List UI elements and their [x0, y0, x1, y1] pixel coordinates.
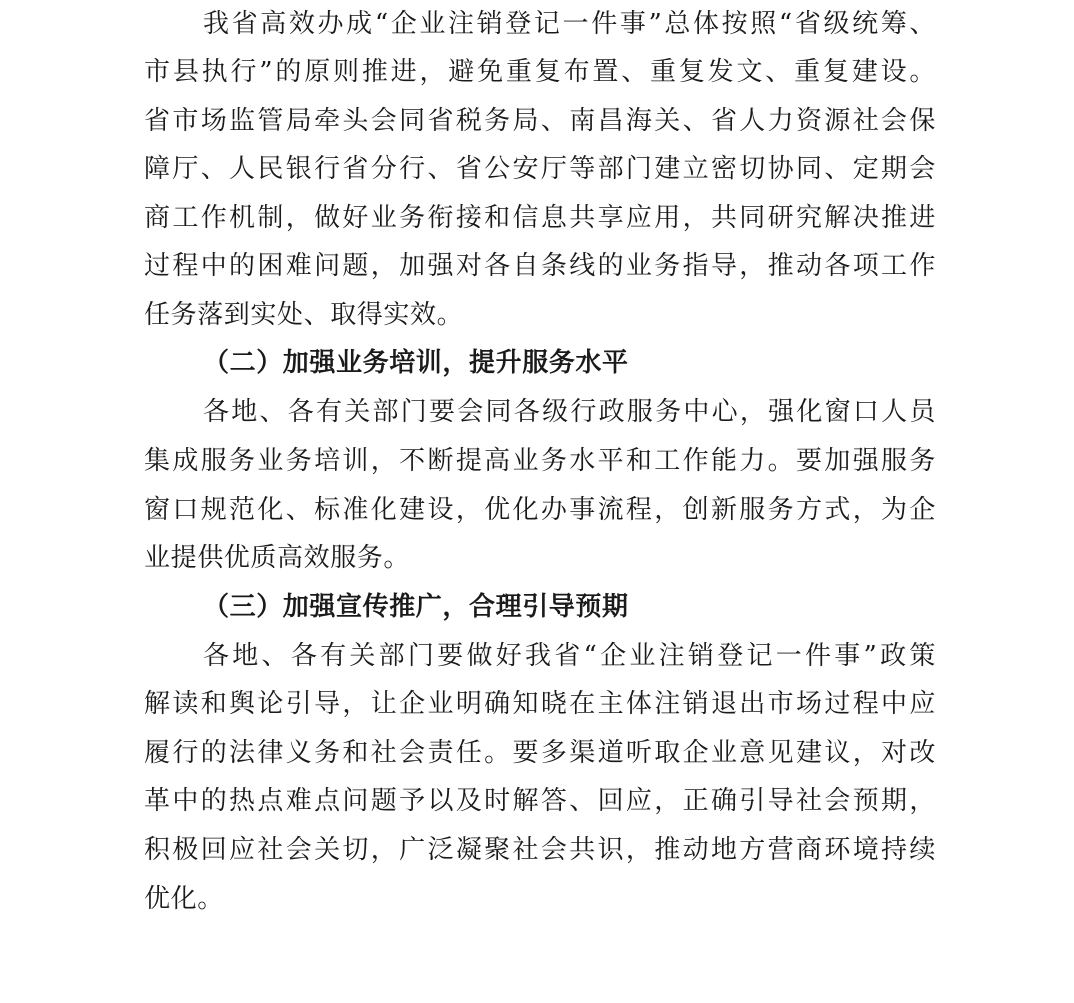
- section-3-heading: （三）加强宣传推广，合理引导预期: [203, 592, 629, 622]
- section-3-line-5: 积极回应社会关切，广泛凝聚社会共识，推动地方营商环境持续: [144, 835, 936, 865]
- section-3-line-3: 履行的法律义务和社会责任。要多渠道听取企业意见建议，对改: [144, 738, 936, 768]
- paragraph-1-line-7: 任务落到实处、取得实效。: [144, 300, 464, 330]
- paragraph-1-line-4: 障厅、人民银行省分行、省公安厅等部门建立密切协同、定期会: [144, 154, 936, 184]
- paragraph-1-line-5: 商工作机制，做好业务衔接和信息共享应用，共同研究解决推进: [144, 203, 936, 233]
- section-3-line-2: 解读和舆论引导，让企业明确知晓在主体注销退出市场过程中应: [144, 689, 936, 719]
- section-3-line-4: 革中的热点难点问题予以及时解答、回应，正确引导社会预期，: [144, 786, 936, 816]
- paragraph-1-line-1: 我省高效办成“企业注销登记一件事”总体按照“省级统筹、: [203, 9, 936, 39]
- section-3-line-1: 各地、各有关部门要做好我省“企业注销登记一件事”政策: [203, 641, 936, 671]
- section-2-line-1: 各地、各有关部门要会同各级行政服务中心，强化窗口人员: [203, 397, 936, 427]
- section-3-line-6: 优化。: [144, 884, 224, 914]
- paragraph-1-line-3: 省市场监管局牵头会同省税务局、南昌海关、省人力资源社会保: [144, 106, 936, 136]
- paragraph-1-line-2: 市县执行”的原则推进，避免重复布置、重复发文、重复建设。: [144, 57, 936, 87]
- section-2-line-2: 集成服务业务培训，不断提高业务水平和工作能力。要加强服务: [144, 446, 936, 476]
- section-2-heading: （二）加强业务培训，提升服务水平: [203, 348, 629, 378]
- section-2-line-3: 窗口规范化、标准化建设，优化办事流程，创新服务方式，为企: [144, 495, 936, 525]
- paragraph-1-line-6: 过程中的困难问题，加强对各自条线的业务指导，推动各项工作: [144, 251, 936, 281]
- section-2-line-4: 业提供优质高效服务。: [144, 543, 411, 573]
